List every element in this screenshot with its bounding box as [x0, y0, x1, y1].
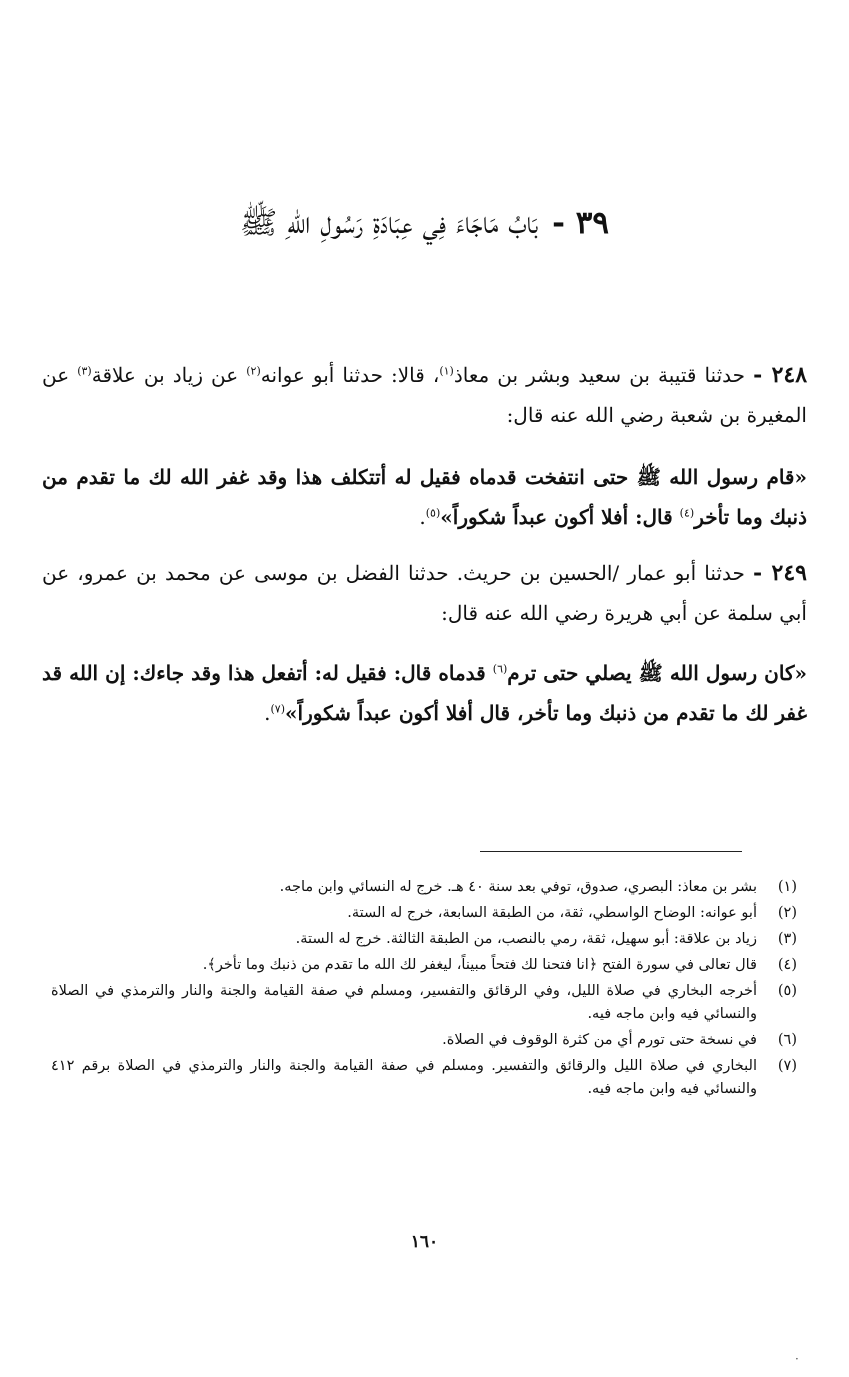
footnote-ref[interactable]: (٢) — [246, 364, 261, 378]
footnote-text: أبو عوانه: الوضاح الواسطي، ثقة، من الطبقة السابعة، خرج له الستة. — [347, 905, 757, 921]
footnote-text: زياد بن علاقة: أبو سهيل، ثقة، رمي بالنصب، من الطبقة الثالثة. خرج له الستة. — [295, 931, 757, 947]
footnote-number: (٧) — [777, 1058, 797, 1074]
footnote-text: بشر بن معاذ: البصري، صدوق، توفي بعد سنة ٤٠ هـ. خرج له النسائي وابن ماجه. — [279, 879, 757, 895]
hadith-248-isnad — [42, 355, 807, 435]
matn-text: «كان رسول الله ﷺ يصلي حتى ترم — [507, 661, 807, 685]
footnote-item — [51, 902, 797, 925]
hadith-number: ٢٤٩ - — [752, 560, 807, 586]
footnote-number: (٦) — [777, 1032, 797, 1048]
footnote-ref[interactable]: (٦) — [492, 662, 508, 676]
chapter-heading: بَابُ مَاجَاءَ فِي عِبَادَةِ رَسُولِ اللهِ ﷺ — [239, 205, 539, 241]
chapter-number: ٣٩ - — [552, 205, 610, 241]
footnote-number: (٣) — [777, 931, 797, 947]
isnad-text: حدثنا أبو عمار /الحسين بن حريث. حدثنا الفضل بن موسى عن محمد بن عمرو، عن أبي سلمة عن أبي هريرة رضي الله عنه قال: — [42, 561, 807, 625]
footnote-ref[interactable]: (٤) — [679, 506, 695, 520]
isnad-text: عن المغيرة بن شعبة رضي الله عنه قال: — [42, 363, 807, 427]
hadith-249-isnad — [42, 553, 807, 633]
footnote-number: (٢) — [777, 905, 797, 921]
footnote-number: (٥) — [777, 983, 797, 999]
footnote-item — [51, 1029, 797, 1052]
footnote-number: (٤) — [777, 957, 797, 973]
footnote-item — [51, 954, 797, 977]
footnote-ref[interactable]: (٧) — [270, 702, 286, 716]
matn-text: قدماه قال: فقيل له: أتفعل هذا وقد جاءك: إن الله قد غفر لك ما تقدم من ذنبك وما تأخر، قال أفلا أكون عبداً شكوراً» — [42, 661, 807, 725]
footnote-text: قال تعالى في سورة الفتح ﴿انا فتحنا لك فتحاً مبيناً، ليغفر لك الله ما تقدم من ذنبك وما تأخر﴾. — [202, 957, 757, 973]
footnote-item — [51, 928, 797, 951]
matn-text: قال: أفلا أكون عبداً شكوراً» — [440, 505, 680, 529]
matn-end: . — [419, 505, 426, 529]
isnad-text: حدثنا قتيبة بن سعيد وبشر بن معاذ — [453, 363, 754, 387]
hadith-number: ٢٤٨ - — [753, 362, 808, 388]
footnote-text: في نسخة حتى تورم أي من كثرة الوقوف في الصلاة. — [442, 1032, 757, 1048]
matn-end: . — [264, 701, 271, 725]
hadith-248-matn — [42, 457, 807, 537]
footnote-item — [51, 1055, 797, 1101]
footnote-text: أخرجه البخاري في صلاة الليل، وفي الرقائق والتفسير، ومسلم في صفة القيامة والجنة والنار والترمذي في الصلاة والنسائي فيه وابن ماجه فيه. — [51, 983, 757, 1022]
hadith-249-matn — [42, 653, 807, 733]
page-number: ١٦٠ — [410, 1232, 439, 1252]
isnad-text: ، قالا: حدثنا أبو عوانه — [260, 363, 440, 387]
chapter-title — [0, 200, 849, 246]
footnote-ref[interactable]: (٣) — [77, 364, 92, 378]
footnote-ref[interactable]: (١) — [439, 364, 454, 378]
footnote-ref[interactable]: (٥) — [425, 506, 441, 520]
footnote-text: البخاري في صلاة الليل والرقائق والتفسير. ومسلم في صفة القيامة والجنة والنار والترمذي في الصلاة برقم ٤١٢ والنسائي فيه وابن ماجه فيه. — [51, 1058, 757, 1097]
scan-mark: · — [795, 1352, 807, 1366]
footnote-item — [51, 876, 797, 899]
footnote-divider — [480, 851, 742, 852]
footnote-number: (١) — [777, 879, 797, 895]
footnote-item — [51, 980, 797, 1026]
footnotes-list — [51, 876, 797, 1104]
isnad-text: عن زياد بن علاقة — [91, 363, 247, 387]
matn-text: «قام رسول الله ﷺ حتى انتفخت قدماه فقيل له أتتكلف هذا وقد غفر الله لك ما تقدم من ذنبك وما تأخر — [42, 465, 807, 529]
